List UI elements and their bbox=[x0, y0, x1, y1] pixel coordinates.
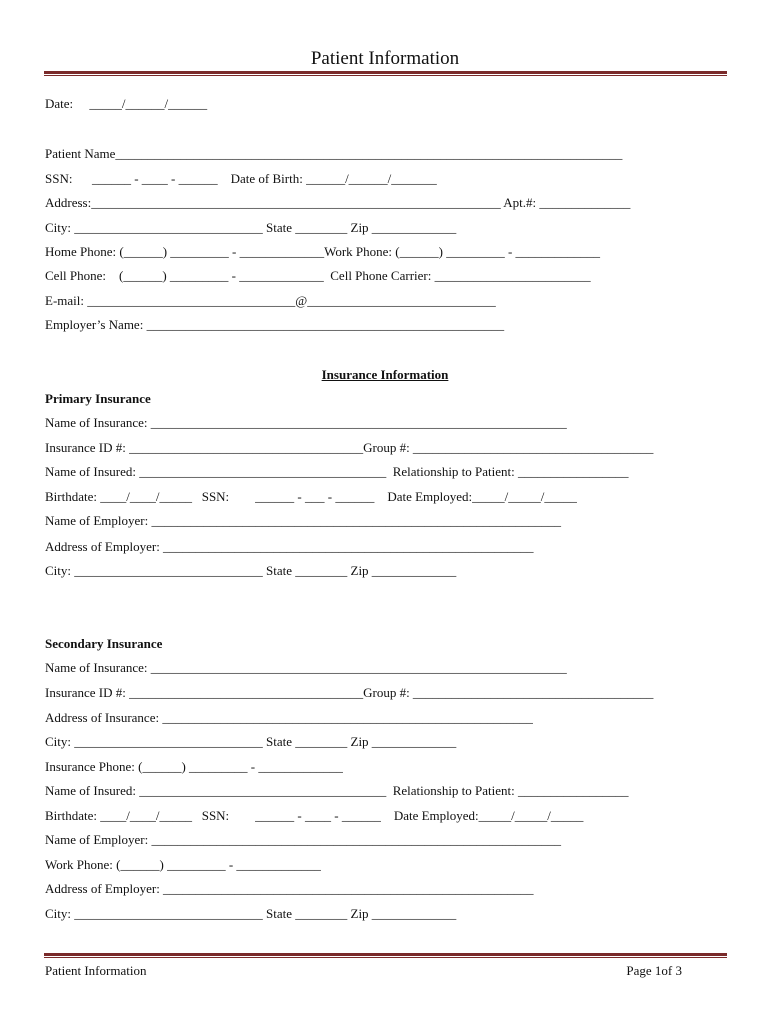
email-field[interactable]: E-mail: ________________________________@_____________________________ bbox=[45, 293, 496, 308]
secondary-address-of-employer-field[interactable]: Address of Employer: _________________________________________________________ bbox=[45, 881, 534, 896]
address-field[interactable]: Address:_______________________________________________________________ Apt.#: ______________ bbox=[45, 195, 631, 210]
primary-city-field[interactable]: City: _____________________________ State ________ Zip _____________ bbox=[45, 563, 457, 578]
secondary-address-of-insurance-field[interactable]: Address of Insurance: _________________________________________________________ bbox=[45, 710, 533, 725]
secondary-insurance-id-field[interactable]: Insurance ID #: ____________________________________Group #: _____________________________________ bbox=[45, 685, 654, 700]
primary-insurance-id-field[interactable]: Insurance ID #: ____________________________________Group #: _____________________________________ bbox=[45, 440, 654, 455]
ssn-dob-field[interactable]: SSN: ______ - ____ - ______ Date of Birth: ______/______/_______ bbox=[45, 171, 437, 186]
date-field[interactable]: Date: _____/______/______ bbox=[45, 96, 208, 111]
city-state-zip-field[interactable]: City: _____________________________ State ________ Zip _____________ bbox=[45, 220, 457, 235]
secondary-city-field[interactable]: City: _____________________________ State ________ Zip _____________ bbox=[45, 734, 457, 749]
header-divider bbox=[44, 71, 727, 76]
primary-name-of-insured-field[interactable]: Name of Insured: ______________________________________ Relationship to Patient: _________________ bbox=[45, 464, 629, 479]
secondary-name-of-employer-field[interactable]: Name of Employer: _______________________________________________________________ bbox=[45, 832, 561, 847]
secondary-name-of-insured-field[interactable]: Name of Insured: ______________________________________ Relationship to Patient: _________________ bbox=[45, 783, 629, 798]
footer-title: Patient Information bbox=[45, 963, 147, 978]
insurance-heading-text: Insurance Information bbox=[321, 367, 449, 382]
secondary-name-of-insurance-field[interactable]: Name of Insurance: ________________________________________________________________ bbox=[45, 660, 567, 675]
insurance-heading bbox=[0, 367, 770, 383]
secondary-city-field-2[interactable]: City: _____________________________ State ________ Zip _____________ bbox=[45, 906, 457, 921]
cell-phone-field[interactable]: Cell Phone: (______) _________ - _____________ Cell Phone Carrier: ________________________ bbox=[45, 268, 591, 283]
primary-name-of-employer-field[interactable]: Name of Employer: _______________________________________________________________ bbox=[45, 513, 561, 528]
secondary-heading: Secondary Insurance bbox=[45, 636, 163, 651]
patient-name-field[interactable]: Patient Name______________________________________________________________________________ bbox=[45, 146, 623, 161]
primary-birthdate-field[interactable]: Birthdate: ____/____/_____ SSN: ______ - ___ - ______ Date Employed:_____/_____/_____ bbox=[45, 489, 577, 504]
page-number: Page 1of 3 bbox=[626, 963, 682, 978]
primary-heading: Primary Insurance bbox=[45, 391, 151, 406]
footer-divider bbox=[44, 953, 727, 958]
secondary-insurance-phone-field[interactable]: Insurance Phone: (______) _________ - _____________ bbox=[45, 759, 343, 774]
primary-name-of-insurance-field[interactable]: Name of Insurance: ________________________________________________________________ bbox=[45, 415, 567, 430]
home-work-phone-field[interactable]: Home Phone: (______) _________ - _____________Work Phone: (______) _________ - _____________ bbox=[45, 244, 601, 259]
page-title: Patient Information bbox=[310, 48, 460, 69]
primary-address-of-employer-field[interactable]: Address of Employer: _________________________________________________________ bbox=[45, 539, 534, 554]
employer-name-field[interactable]: Employer’s Name: _______________________________________________________ bbox=[45, 317, 505, 332]
secondary-birthdate-field[interactable]: Birthdate: ____/____/_____ SSN: ______ - ____ - ______ Date Employed:_____/_____/_____ bbox=[45, 808, 584, 823]
secondary-work-phone-field[interactable]: Work Phone: (______) _________ - _____________ bbox=[45, 857, 321, 872]
